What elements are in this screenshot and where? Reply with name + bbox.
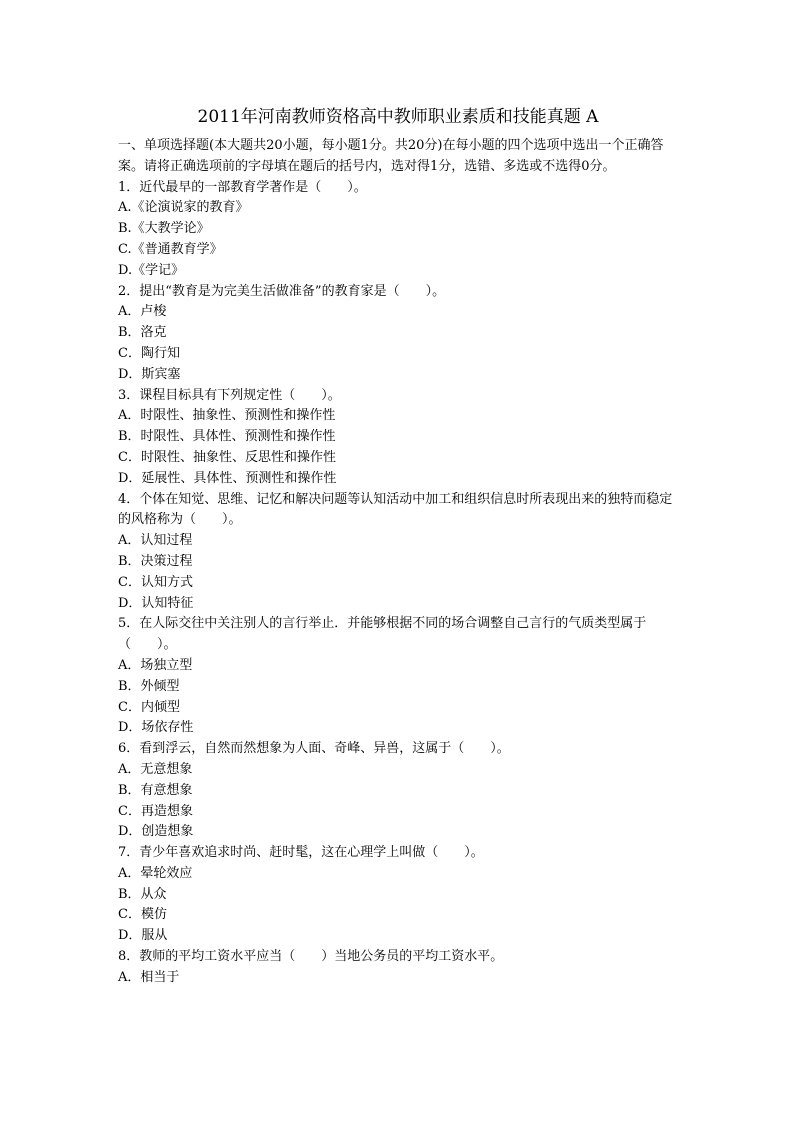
option-c: C．内倾型 <box>118 699 180 715</box>
option-a: A．时限性、抽象性、预测性和操作性 <box>118 408 336 424</box>
question-stem: 5．在人际交往中关注别人的言行举止．并能够根据不同的场合调整自己言行的气质类型属于（ ）。 <box>118 616 647 653</box>
option-d: D．斯宾塞 <box>118 366 181 382</box>
question-3 <box>118 386 678 490</box>
option-b: B.《大教学论》 <box>118 221 210 237</box>
question-5 <box>118 614 678 739</box>
question-stem: 6．看到浮云，自然而然想象为人面、奇峰、异兽，这属于（ ）。 <box>118 741 510 757</box>
option-b: B．从众 <box>118 886 167 902</box>
option-b: B．有意想象 <box>118 782 193 798</box>
option-d: D．延展性、具体性、预测性和操作性 <box>118 470 337 486</box>
option-c: C.《普通教育学》 <box>118 241 223 257</box>
option-d: D．认知特征 <box>118 595 194 611</box>
question-2 <box>118 282 678 386</box>
question-7 <box>118 843 678 947</box>
option-a: A．卢梭 <box>118 304 167 320</box>
option-a: A．认知过程 <box>118 533 193 549</box>
option-a: A.《论演说家的教育》 <box>118 200 249 216</box>
option-c: C．再造想象 <box>118 803 193 819</box>
option-d: D.《学记》 <box>118 262 185 278</box>
question-stem: 2．提出“教育是为完美生活做准备”的教育家是（ ）。 <box>118 283 446 299</box>
section-heading: 一、单项选择题(本大题共20小题，每小题1分。共20分)在每小题的四个选项中选出一个正确答案。请将正确选项前的字母填在题后的括号内，选对得1分，选错、多选或不选得0分。 <box>118 138 664 174</box>
option-b: B．决策过程 <box>118 553 193 569</box>
option-c: C．认知方式 <box>118 574 193 590</box>
option-d: D．服从 <box>118 928 168 944</box>
option-b: B．外倾型 <box>118 678 180 694</box>
option-a: A．相当于 <box>118 969 180 985</box>
option-c: C．时限性、抽象性、反思性和操作性 <box>118 449 336 465</box>
question-8 <box>118 947 678 989</box>
question-stem: 1．近代最早的一部教育学著作是（ ）。 <box>118 179 367 195</box>
option-b: B．时限性、具体性、预测性和操作性 <box>118 429 336 445</box>
option-a: A．场独立型 <box>118 657 193 673</box>
question-4 <box>118 490 678 615</box>
option-d: D．场依存性 <box>118 720 194 736</box>
option-c: C．模仿 <box>118 907 167 923</box>
option-a: A．晕轮效应 <box>118 865 193 881</box>
option-a: A．无意想象 <box>118 761 193 777</box>
question-6 <box>118 739 678 843</box>
question-stem: 8．教师的平均工资水平应当（ ）当地公务员的平均工资水平。 <box>118 949 504 965</box>
document-page <box>118 104 678 989</box>
question-stem: 4．个体在知觉、思维、记忆和解决问题等认知活动中加工和组织信息时所表现出来的独特而稳定的风格称为（ ）。 <box>118 491 673 528</box>
option-c: C．陶行知 <box>118 345 180 361</box>
option-b: B．洛克 <box>118 325 167 341</box>
question-1 <box>118 178 678 282</box>
option-d: D．创造想象 <box>118 824 194 840</box>
question-stem: 3．课程目标具有下列规定性（ ）。 <box>118 387 341 403</box>
document-title: 2011年河南教师资格高中教师职业素质和技能真题 A <box>197 107 599 127</box>
question-stem: 7．青少年喜欢追求时尚、赶时髦，这在心理学上叫做（ ）。 <box>118 845 484 861</box>
